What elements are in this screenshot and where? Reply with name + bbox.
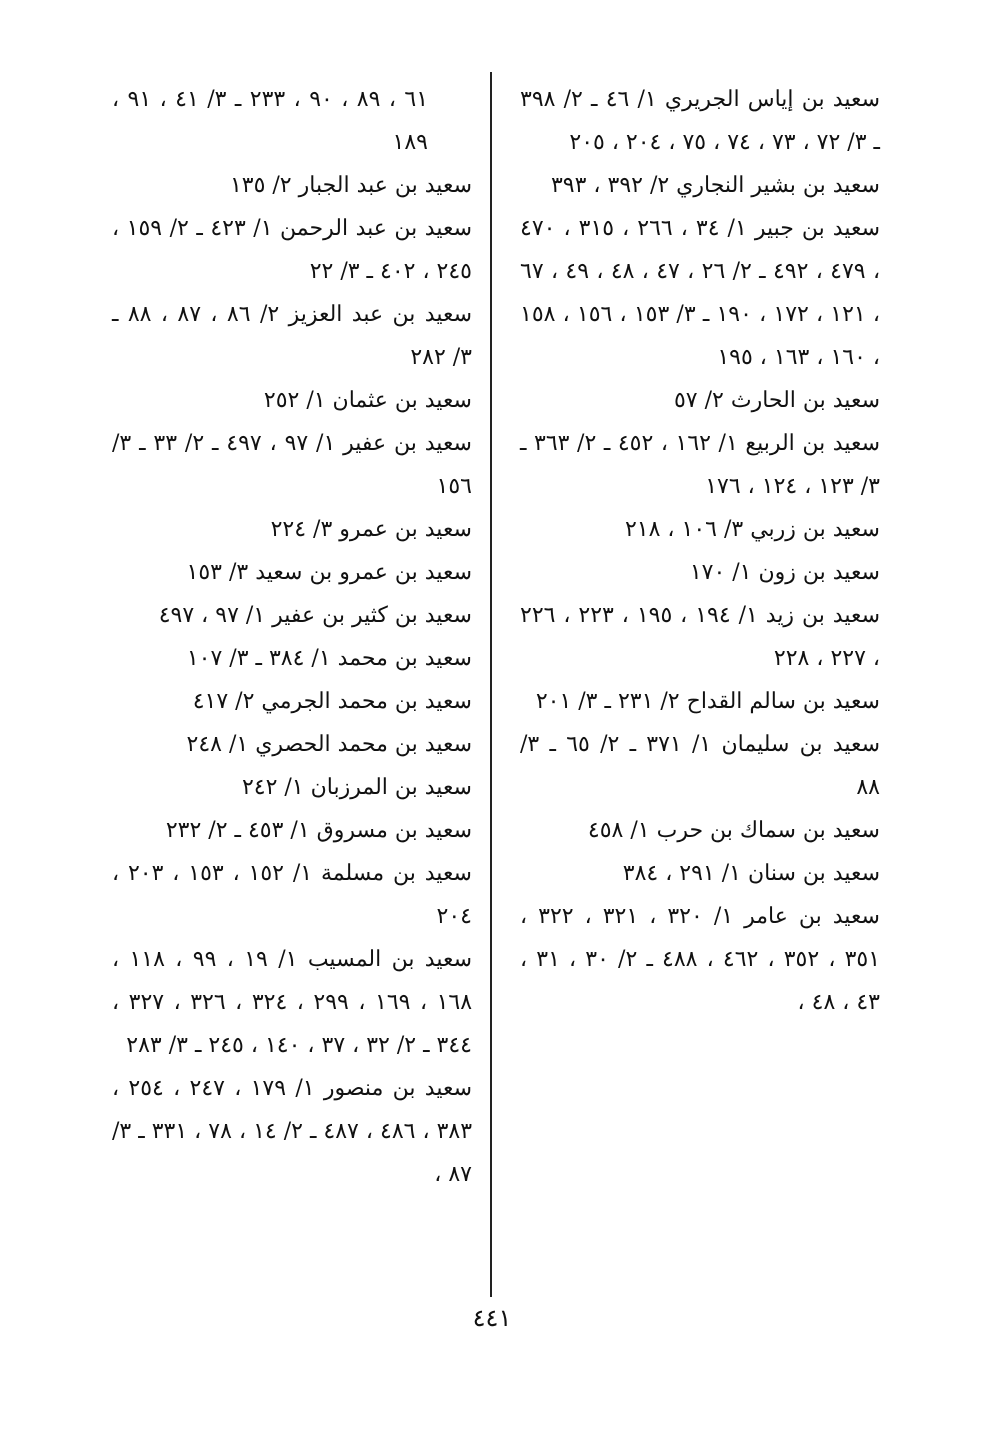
index-entry: سعيد بن عامر ١/ ٣٢٠ ، ٣٢١ ، ٣٢٢ ، ٣٥١ ، ٣٥٢ ، ٤٦٢ ، ٤٨٨ ـ ٢/ ٣٠ ، ٣١ ، ٤٣ ، ٤٨ ،: [520, 904, 881, 1015]
index-entry: سعيد بن المسيب ١/ ١٩ ، ٩٩ ، ١١٨ ، ١٦٨ ، ١٦٩ ، ٢٩٩ ، ٣٢٤ ، ٣٢٦ ، ٣٢٧ ، ٣٤٤ ـ ٢/ ٣٢ ، ٣٧ ، ١٤٠ ، ٢٤٥ ـ ٣/ ٢٨٣: [112, 947, 473, 1058]
index-entry: سعيد بن بشير النجاري ٢/ ٣٩٢ ، ٣٩٣: [550, 173, 880, 198]
index-entry: سعيد بن كثير بن عفير ١/ ٩٧ ، ٤٩٧: [158, 603, 472, 628]
index-entry: سعيد بن الحارث ٢/ ٥٧: [673, 388, 880, 413]
index-entry: سعيد بن المرزبان ١/ ٢٤٢: [241, 775, 472, 800]
index-entry: سعيد بن الربيع ١/ ١٦٢ ، ٤٥٢ ـ ٢/ ٣٦٣ ـ ٣/ ١٢٣ ، ١٢٤ ، ١٧٦: [520, 431, 881, 499]
index-entry: سعيد بن عبد العزيز ٢/ ٨٦ ، ٨٧ ، ٨٨ ـ ٣/ ٢٨٢: [112, 302, 472, 370]
index-entry: سعيد بن جبير ١/ ٣٤ ، ٢٦٦ ، ٣١٥ ، ٤٧٠ ، ٤٧٩ ، ٤٩٢ ـ ٢/ ٢٦ ، ٤٧ ، ٤٨ ، ٤٩ ، ٦٧ ، ١٢١ ، ١٧٢ ، ١٩٠ ـ ٣/ ١٥٣ ، ١٥٦ ، ١٥٨ ، ١٦٠ ، ١٦٣ ، ١٩٥: [520, 216, 881, 370]
index-entry: سعيد بن محمد الحصري ١/ ٢٤٨: [186, 732, 472, 757]
index-entry: سعيد بن إياس الجريري ١/ ٤٦ ـ ٢/ ٣٩٨ ـ ٣/ ٧٢ ، ٧٣ ، ٧٤ ، ٧٥ ، ٢٠٤ ، ٢٠٥: [520, 87, 880, 155]
index-entry: سعيد بن زيد ١/ ١٩٤ ، ١٩٥ ، ٢٢٣ ، ٢٢٦ ، ٢٢٧ ، ٢٢٨: [520, 603, 881, 671]
index-entry-continued: ٦١ ، ٨٩ ، ٩٠ ، ٢٣٣ ـ ٣/ ٤١ ، ٩١ ، ١٨٩: [112, 87, 429, 155]
index-entry: سعيد بن عبد الجبار ٢/ ١٣٥: [229, 173, 472, 198]
page-number: ٤٤١: [472, 1304, 512, 1332]
index-entry: سعيد بن زربي ٣/ ١٠٦ ، ٢١٨: [624, 517, 880, 542]
index-entry: سعيد بن عمرو بن سعيد ٣/ ١٥٣: [186, 560, 472, 585]
index-entry: سعيد بن مسلمة ١/ ١٥٢ ، ١٥٣ ، ٢٠٣ ، ٢٠٤: [112, 861, 472, 929]
index-entry: سعيد بن عثمان ١/ ٢٥٢: [263, 388, 472, 413]
index-entry: سعيد بن عمرو ٣/ ٢٢٤: [270, 517, 472, 542]
index-entry: سعيد بن محمد ١/ ٣٨٤ ـ ٣/ ١٠٧: [186, 646, 472, 671]
index-entry: سعيد بن منصور ١/ ١٧٩ ، ٢٤٧ ، ٢٥٤ ، ٣٨٣ ، ٤٨٦ ، ٤٨٧ ـ ٢/ ١٤ ، ٧٨ ، ٣٣١ ـ ٣/ ٨٧ ،: [112, 1076, 473, 1187]
column-divider: [490, 72, 492, 1297]
index-entry: سعيد بن سالم القداح ٢/ ٢٣١ ـ ٣/ ٢٠١: [535, 689, 880, 714]
index-entry: سعيد بن زون ١/ ١٧٠: [689, 560, 880, 585]
index-entry: سعيد بن سليمان ١/ ٣٧١ ـ ٢/ ٦٥ ـ ٣/ ٨٨: [520, 732, 881, 800]
index-entry: سعيد بن سنان ١/ ٢٩١ ، ٣٨٤: [622, 861, 880, 886]
index-entry: سعيد بن سماك بن حرب ١/ ٤٥٨: [587, 818, 880, 843]
index-entry: سعيد بن عبد الرحمن ١/ ٤٢٣ ـ ٢/ ١٥٩ ، ٢٤٥ ، ٤٠٢ ـ ٣/ ٢٢: [112, 216, 473, 284]
left-column: [112, 78, 472, 1196]
index-entry: سعيد بن عفير ١/ ٩٧ ، ٤٩٧ ـ ٢/ ٣٣ ـ ٣/ ١٥٦: [112, 431, 472, 499]
right-column: [520, 78, 880, 1024]
index-entry: سعيد بن محمد الجرمي ٢/ ٤١٧: [192, 689, 472, 714]
index-entry: سعيد بن مسروق ١/ ٤٥٣ ـ ٢/ ٢٣٢: [165, 818, 472, 843]
